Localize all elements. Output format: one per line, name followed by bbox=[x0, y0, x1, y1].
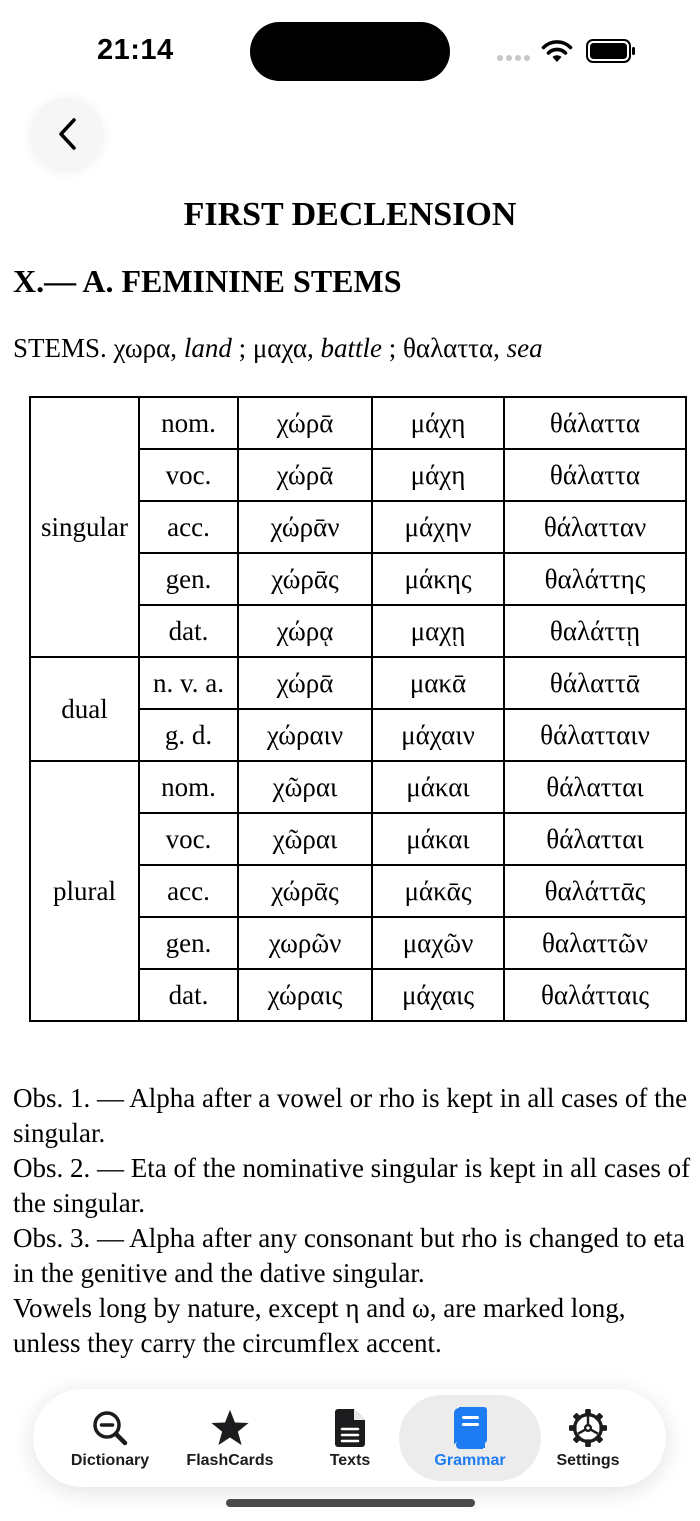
declension-table-body bbox=[30, 397, 686, 1021]
tab-texts[interactable] bbox=[291, 1395, 409, 1481]
form-mache: μαχῶν bbox=[372, 917, 504, 969]
chevron-left-icon bbox=[56, 117, 78, 151]
wifi-icon bbox=[540, 38, 574, 64]
number-label-singular: singular bbox=[30, 397, 139, 657]
tab-label-grammar: Grammar bbox=[434, 1452, 506, 1469]
tab-label-flashcards: FlashCards bbox=[186, 1452, 274, 1469]
table-row bbox=[30, 397, 686, 449]
form-chora: χώρᾱ bbox=[238, 397, 372, 449]
stem-gloss-3: sea bbox=[506, 333, 543, 363]
form-chora: χώρᾱν bbox=[238, 501, 372, 553]
form-thalatta: θάλαττα bbox=[504, 449, 686, 501]
form-mache: μάχαιν bbox=[372, 709, 504, 761]
form-chora: χώρᾳ bbox=[238, 605, 372, 657]
form-mache: μάκαι bbox=[372, 813, 504, 865]
number-label-plural: plural bbox=[30, 761, 139, 1021]
case-label: n. v. a. bbox=[139, 657, 238, 709]
tab-dictionary[interactable] bbox=[51, 1395, 169, 1481]
observations bbox=[13, 1081, 693, 1361]
form-mache: μάκης bbox=[372, 553, 504, 605]
tab-label-settings: Settings bbox=[556, 1452, 620, 1469]
case-label: g. d. bbox=[139, 709, 238, 761]
form-chora: χώραις bbox=[238, 969, 372, 1021]
form-thalatta: θαλάτταις bbox=[504, 969, 686, 1021]
form-thalatta: θαλαττῶν bbox=[504, 917, 686, 969]
number-label-dual: dual bbox=[30, 657, 139, 761]
dynamic-island bbox=[250, 22, 450, 81]
form-thalatta: θάλατται bbox=[504, 761, 686, 813]
book-icon bbox=[450, 1408, 490, 1448]
tab-settings[interactable] bbox=[529, 1395, 647, 1481]
declension-table bbox=[29, 396, 687, 1022]
form-chora: χῶραι bbox=[238, 761, 372, 813]
form-chora: χῶραι bbox=[238, 813, 372, 865]
battery-icon bbox=[586, 39, 636, 63]
observation-2: Obs. 2. — Eta of the nominative singular is kept in all cases of the singular. bbox=[13, 1153, 691, 1218]
case-label: nom. bbox=[139, 761, 238, 813]
stem-gloss-2: battle bbox=[320, 333, 382, 363]
section-title: X.— A. FEMININE STEMS bbox=[13, 263, 402, 299]
stems-line bbox=[13, 333, 543, 364]
form-chora: χώρᾱ bbox=[238, 449, 372, 501]
form-chora: χώρᾱ bbox=[238, 657, 372, 709]
document-icon bbox=[330, 1408, 370, 1448]
table-row bbox=[30, 657, 686, 709]
case-label: dat. bbox=[139, 969, 238, 1021]
form-mache: μάχη bbox=[372, 397, 504, 449]
case-label: gen. bbox=[139, 917, 238, 969]
case-label: acc. bbox=[139, 865, 238, 917]
form-mache: μάχαις bbox=[372, 969, 504, 1021]
form-mache: μάχην bbox=[372, 501, 504, 553]
page-title: FIRST DECLENSION bbox=[183, 196, 517, 233]
form-thalatta: θάλατταν bbox=[504, 501, 686, 553]
form-thalatta: θάλαττα bbox=[504, 397, 686, 449]
form-thalatta: θαλάττῃ bbox=[504, 605, 686, 657]
form-chora: χώραιν bbox=[238, 709, 372, 761]
table-row bbox=[30, 761, 686, 813]
observation-1: Obs. 1. — Alpha after a vowel or rho is kept in all cases of the singular. bbox=[13, 1083, 688, 1148]
home-indicator bbox=[226, 1499, 475, 1507]
case-label: voc. bbox=[139, 813, 238, 865]
form-mache: μάχη bbox=[372, 449, 504, 501]
gear-icon bbox=[568, 1408, 608, 1448]
form-thalatta: θάλαττᾱ bbox=[504, 657, 686, 709]
form-mache: μαχῃ bbox=[372, 605, 504, 657]
tab-bar bbox=[33, 1389, 666, 1487]
star-icon bbox=[210, 1408, 250, 1448]
stems-separator-1: ; μαχα, bbox=[231, 333, 321, 363]
form-mache: μάκᾱς bbox=[372, 865, 504, 917]
stems-separator-2: ; θαλαττα, bbox=[382, 333, 507, 363]
tab-flashcards[interactable] bbox=[171, 1395, 289, 1481]
form-chora: χωρῶν bbox=[238, 917, 372, 969]
back-button[interactable] bbox=[31, 98, 102, 169]
cellular-signal-icon bbox=[497, 55, 530, 61]
tab-label-texts: Texts bbox=[329, 1452, 371, 1469]
case-label: dat. bbox=[139, 605, 238, 657]
case-label: nom. bbox=[139, 397, 238, 449]
case-label: voc. bbox=[139, 449, 238, 501]
tab-grammar[interactable] bbox=[399, 1395, 541, 1481]
form-thalatta: θάλατται bbox=[504, 813, 686, 865]
form-mache: μακᾱ bbox=[372, 657, 504, 709]
stems-prefix: STEMS. χωρα, bbox=[13, 333, 184, 363]
observation-4: Vowels long by nature, except η and ω, are marked long, unless they carry the circumflex accent. bbox=[13, 1293, 626, 1358]
form-thalatta: θαλάττᾱς bbox=[504, 865, 686, 917]
form-mache: μάκαι bbox=[372, 761, 504, 813]
form-chora: χώρᾱς bbox=[238, 553, 372, 605]
status-time: 21:14 bbox=[97, 34, 174, 66]
form-chora: χώρᾱς bbox=[238, 865, 372, 917]
form-thalatta: θαλάττης bbox=[504, 553, 686, 605]
stem-gloss-1: land bbox=[183, 333, 232, 363]
case-label: gen. bbox=[139, 553, 238, 605]
form-thalatta: θάλατταιν bbox=[504, 709, 686, 761]
tab-label-dictionary: Dictionary bbox=[70, 1452, 150, 1469]
case-label: acc. bbox=[139, 501, 238, 553]
observation-3: Obs. 3. — Alpha after any consonant but rho is changed to eta in the genitive and the dative singular. bbox=[13, 1223, 685, 1288]
magnifier-minus-icon bbox=[90, 1408, 130, 1448]
